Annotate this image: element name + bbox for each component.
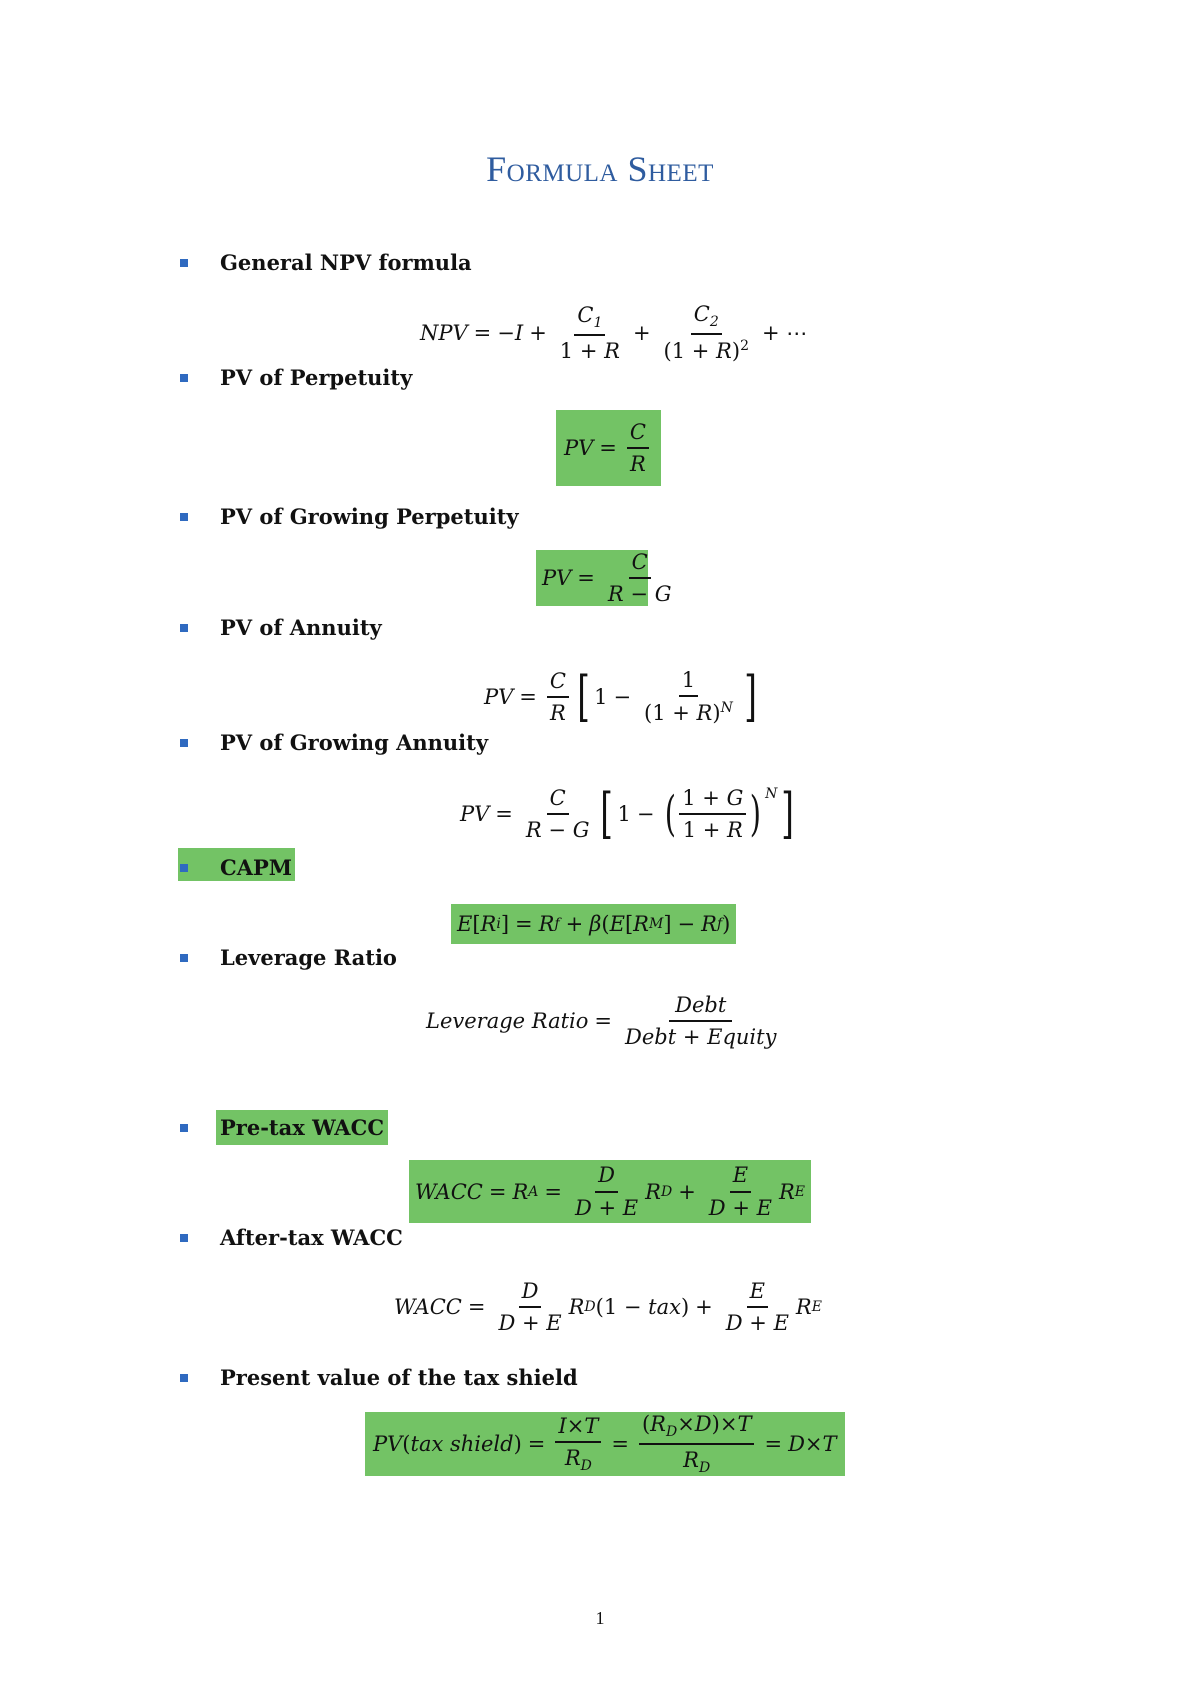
bullet-icon — [180, 374, 188, 382]
item-label: PV of Growing Annuity — [220, 730, 489, 755]
pv-growing-perpetuity-formula: PV = $\frac{C}{R - G}$ — [536, 550, 678, 606]
pv-perpetuity-formula: PV = $\frac{C}{R}$ — [556, 410, 661, 486]
pretax-wacc-formula: WACC = R A = $\frac{D}{D + E}$ R D + $\frac{E}{D + E}$ R E — [409, 1160, 811, 1223]
list-item-general-npv — [180, 250, 472, 275]
list-item-pretax-wacc — [180, 1110, 388, 1145]
aftertax-wacc-formula: WACC = $\frac{D}{D + E}$ R D (1 − tax ) + $\frac{E}{D + E}$ R E — [394, 1279, 822, 1336]
item-label: After-tax WACC — [220, 1225, 403, 1250]
list-item-pv-growing-annuity — [180, 730, 488, 755]
tax-shield-formula: PV ( tax shield ) = $\frac{I\times T}{R_D}$ = $\frac{(R_D\times D)\times T}{R_D}$ = D × T — [365, 1412, 845, 1476]
item-label: General NPV formula — [220, 250, 472, 275]
item-label: PV of Perpetuity — [220, 365, 413, 390]
list-item-pv-growing-perpetuity — [180, 504, 519, 529]
bullet-icon — [180, 624, 188, 632]
capm-formula: E [ R i ] = R f + β ( E [ R M ] − R f ) — [451, 904, 736, 944]
item-label: PV of Annuity — [220, 615, 382, 640]
list-item-pv-perpetuity — [180, 365, 412, 390]
item-label: Pre-tax WACC — [216, 1110, 388, 1145]
pv-annuity-formula: PV = $\frac{C}{R}$ [ 1 − $\frac{1}{(1 + R)^N}$ ] — [484, 664, 757, 728]
bullet-icon — [180, 739, 188, 747]
bullet-icon — [180, 1374, 188, 1382]
item-label: PV of Growing Perpetuity — [220, 504, 519, 529]
page-number: 1 — [595, 1608, 605, 1628]
npv-formula: NPV = − I + $\frac{C_1}{1 + R}$ + $\frac{C_2}{(1 + R)^2}$ + ⋯ — [420, 302, 808, 364]
bullet-icon — [180, 954, 188, 962]
pv-growing-annuity-formula: PV = $\frac{C}{R - G}$ [ 1 − ( $\frac{1 + G}{1 + R}$ ) $^N$ ] — [460, 782, 795, 846]
item-label: Leverage Ratio — [220, 945, 397, 970]
bullet-icon — [180, 259, 188, 267]
item-label: Present value of the tax shield — [220, 1365, 578, 1390]
list-item-aftertax-wacc — [180, 1225, 403, 1250]
bullet-icon — [180, 1234, 188, 1242]
item-label: CAPM — [220, 855, 293, 880]
bullet-icon — [180, 513, 188, 521]
list-item-tax-shield — [180, 1365, 578, 1390]
page-title: Formula Sheet — [486, 149, 714, 189]
list-item-pv-annuity — [180, 615, 382, 640]
bullet-icon — [180, 864, 188, 872]
leverage-ratio-formula: Leverage Ratio = $\frac{\text{Debt}}{\text{Debt + Equity}}$ — [426, 993, 777, 1050]
list-item-capm — [180, 855, 292, 880]
bullet-icon — [180, 1124, 188, 1132]
list-item-leverage-ratio — [180, 945, 397, 970]
